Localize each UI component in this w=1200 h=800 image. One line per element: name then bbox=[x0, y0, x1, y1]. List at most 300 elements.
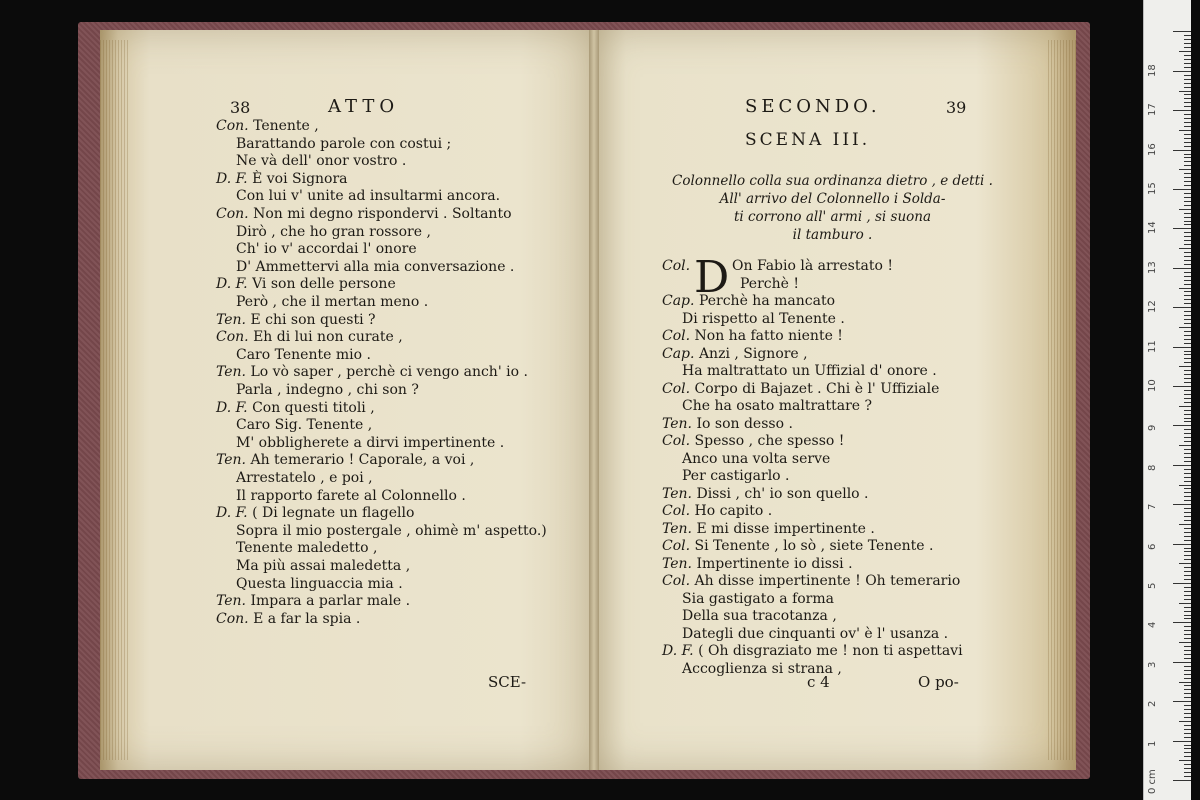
ruler-tick bbox=[1184, 555, 1191, 556]
ruler-tick bbox=[1184, 114, 1191, 115]
text-line bbox=[662, 416, 793, 433]
ruler-label: 3 bbox=[1147, 661, 1158, 668]
ruler-tick bbox=[1184, 138, 1191, 139]
ruler-tick bbox=[1184, 748, 1191, 749]
ruler-tick bbox=[1184, 611, 1191, 612]
speaker-label: Con. bbox=[216, 206, 249, 222]
line-text: Della sua tracotanza , bbox=[682, 608, 837, 624]
text-line bbox=[682, 363, 937, 380]
text-line bbox=[236, 136, 451, 153]
ruler-label: 12 bbox=[1147, 300, 1158, 314]
text-line bbox=[236, 470, 373, 487]
ruler-tick bbox=[1184, 441, 1191, 442]
speaker-label: D. F. bbox=[216, 170, 248, 187]
speaker-label: Col. bbox=[662, 328, 691, 344]
ruler-tick bbox=[1184, 481, 1191, 482]
ruler-tick bbox=[1184, 559, 1191, 560]
text-line bbox=[216, 171, 348, 188]
ruler-tick bbox=[1184, 418, 1191, 419]
speaker-label: Ten. bbox=[662, 415, 693, 432]
ruler-tick bbox=[1184, 102, 1191, 103]
line-text: Con questi titoli , bbox=[252, 399, 375, 416]
ruler-tick bbox=[1179, 130, 1191, 131]
line-text: Sopra il mio postergale , ohimè m' aspetto.) bbox=[236, 522, 547, 539]
ruler-tick bbox=[1184, 87, 1191, 88]
ruler-tick bbox=[1184, 729, 1191, 730]
drop-cap: D bbox=[694, 252, 730, 303]
text-line bbox=[236, 558, 410, 575]
ruler-tick bbox=[1184, 658, 1191, 659]
right-page-number: 39 bbox=[946, 98, 967, 117]
ruler-tick bbox=[1184, 35, 1191, 36]
line-text: Caro Sig. Tenente , bbox=[236, 417, 373, 434]
ruler-tick bbox=[1184, 47, 1191, 48]
ruler-tick bbox=[1184, 343, 1191, 344]
ruler-tick bbox=[1184, 693, 1191, 694]
ruler-tick bbox=[1184, 252, 1191, 253]
text-line bbox=[236, 540, 377, 557]
ruler-tick bbox=[1184, 264, 1191, 265]
ruler-tick bbox=[1184, 193, 1191, 194]
text-line bbox=[662, 556, 853, 573]
ruler-tick bbox=[1173, 268, 1191, 269]
ruler-tick bbox=[1184, 618, 1191, 619]
ruler-tick bbox=[1184, 532, 1191, 533]
text-line bbox=[216, 593, 410, 610]
ruler-tick bbox=[1184, 410, 1191, 411]
ruler-tick bbox=[1184, 126, 1191, 127]
line-text: Dissi , ch' io son quello . bbox=[696, 485, 869, 502]
line-text: Anzi , Signore , bbox=[698, 345, 808, 362]
ruler-tick bbox=[1184, 449, 1191, 450]
line-text: Di rispetto al Tenente . bbox=[682, 310, 845, 327]
ruler-label: 0 cm bbox=[1147, 769, 1158, 794]
ruler-tick bbox=[1184, 536, 1191, 537]
ruler-tick bbox=[1184, 528, 1191, 529]
ruler-tick bbox=[1184, 291, 1191, 292]
speaker-label: Cap. bbox=[662, 293, 695, 309]
line-text: E a far la spia . bbox=[253, 610, 361, 627]
text-line bbox=[682, 468, 790, 485]
text-line bbox=[236, 241, 417, 258]
line-text: Che ha osato maltrattare ? bbox=[682, 398, 873, 414]
text-line bbox=[740, 276, 799, 293]
ruler-label: 4 bbox=[1147, 622, 1158, 629]
line-text: Ma più assai maledetta , bbox=[236, 558, 411, 574]
ruler-tick bbox=[1173, 504, 1191, 505]
ruler-tick bbox=[1184, 370, 1191, 371]
ruler-tick bbox=[1184, 118, 1191, 119]
line-text: ( Di legnate un flagello bbox=[252, 505, 415, 522]
line-text: Corpo di Bajazet . Chi è l' Uffiziale bbox=[694, 380, 940, 397]
ruler-tick bbox=[1184, 595, 1191, 596]
ruler-tick bbox=[1179, 406, 1191, 407]
line-text: Lo vò saper , perchè ci vengo anch' io . bbox=[250, 364, 528, 381]
speaker-label: Col. bbox=[662, 380, 691, 397]
line-text: On Fabio là arrestato ! bbox=[732, 258, 893, 274]
ruler-tick bbox=[1173, 741, 1191, 742]
line-text: Ne và dell' onor vostro . bbox=[236, 153, 407, 170]
line-text: Impertinente io dissi . bbox=[696, 555, 853, 572]
ruler-tick bbox=[1173, 386, 1191, 387]
ruler-tick bbox=[1173, 31, 1191, 32]
line-text: ( Oh disgraziato me ! non ti aspettavi bbox=[698, 643, 963, 659]
ruler-tick bbox=[1184, 508, 1191, 509]
ruler-tick bbox=[1184, 154, 1191, 155]
ruler-tick bbox=[1184, 280, 1191, 281]
ruler-tick bbox=[1184, 276, 1191, 277]
line-text: Questa linguaccia mia . bbox=[236, 575, 403, 592]
ruler-tick bbox=[1184, 315, 1191, 316]
line-text: Non ha fatto niente ! bbox=[694, 328, 843, 344]
ruler-tick bbox=[1184, 185, 1191, 186]
ruler-tick bbox=[1184, 146, 1191, 147]
text-line bbox=[216, 505, 414, 522]
line-text: Ha maltrattato un Uffizial d' onore . bbox=[682, 363, 937, 379]
line-text: Ah disse impertinente ! Oh temerario bbox=[694, 573, 961, 589]
ruler-tick bbox=[1184, 492, 1191, 493]
left-running-head: ATTO bbox=[328, 96, 400, 117]
ruler-label: 6 bbox=[1147, 543, 1158, 550]
speaker-label: D. F. bbox=[216, 399, 248, 416]
line-text: Caro Tenente mio . bbox=[236, 346, 371, 363]
ruler-tick bbox=[1184, 394, 1191, 395]
ruler-tick bbox=[1179, 760, 1191, 761]
ruler-tick bbox=[1184, 638, 1191, 639]
speaker-label: Col. bbox=[662, 573, 691, 589]
ruler-tick bbox=[1184, 678, 1191, 679]
line-text: Eh di lui non curate , bbox=[253, 329, 403, 346]
ruler-tick bbox=[1179, 248, 1191, 249]
ruler-label: 15 bbox=[1147, 182, 1158, 195]
ruler-tick bbox=[1173, 701, 1191, 702]
ruler-tick bbox=[1184, 217, 1191, 218]
speaker-label: Con. bbox=[216, 118, 249, 134]
ruler-tick bbox=[1184, 520, 1191, 521]
ruler-tick bbox=[1184, 626, 1191, 627]
ruler-label: 11 bbox=[1147, 339, 1158, 353]
line-text: Dategli due cinquanti ov' è l' usanza . bbox=[682, 625, 949, 642]
ruler-tick bbox=[1184, 654, 1191, 655]
line-text: Impara a parlar male . bbox=[250, 593, 411, 610]
ruler-tick bbox=[1184, 272, 1191, 273]
ruler-tick bbox=[1179, 721, 1191, 722]
text-line bbox=[236, 347, 371, 364]
ruler-tick bbox=[1184, 98, 1191, 99]
ruler-tick bbox=[1184, 177, 1191, 178]
ruler-tick bbox=[1173, 347, 1191, 348]
text-line bbox=[216, 206, 512, 223]
ruler-tick bbox=[1184, 457, 1191, 458]
ruler-tick bbox=[1179, 642, 1191, 643]
ruler-tick bbox=[1184, 351, 1191, 352]
ruler-label: 9 bbox=[1147, 425, 1158, 432]
ruler-tick bbox=[1173, 622, 1191, 623]
line-text: Ho capito . bbox=[694, 503, 773, 519]
ruler-tick bbox=[1184, 421, 1191, 422]
text-line bbox=[216, 276, 396, 293]
ruler-tick bbox=[1184, 161, 1191, 162]
ruler-tick bbox=[1184, 94, 1191, 95]
ruler-tick bbox=[1184, 354, 1191, 355]
ruler-tick bbox=[1184, 713, 1191, 714]
text-line bbox=[216, 329, 403, 346]
text-line bbox=[236, 382, 419, 399]
line-text: Arrestatelo , e poi , bbox=[236, 470, 373, 486]
ruler-tick bbox=[1184, 764, 1191, 765]
ruler-tick bbox=[1184, 67, 1191, 68]
ruler-tick bbox=[1184, 733, 1191, 734]
stage-line: il tamburo . bbox=[792, 227, 873, 243]
line-text: Per castigarlo . bbox=[682, 468, 790, 484]
ruler-tick bbox=[1184, 213, 1191, 214]
ruler-tick bbox=[1184, 548, 1191, 549]
line-text: Spesso , che spesso ! bbox=[694, 433, 845, 449]
ruler-tick bbox=[1184, 516, 1191, 517]
ruler-tick bbox=[1184, 173, 1191, 174]
ruler-tick bbox=[1184, 615, 1191, 616]
ruler-tick bbox=[1184, 256, 1191, 257]
ruler-tick bbox=[1179, 327, 1191, 328]
speaker-label: Con. bbox=[216, 610, 249, 627]
ruler-tick bbox=[1184, 284, 1191, 285]
text-line bbox=[662, 258, 893, 275]
ruler-tick bbox=[1184, 244, 1191, 245]
ruler-tick bbox=[1184, 437, 1191, 438]
text-line bbox=[236, 188, 500, 205]
line-text: Parla , indegno , chi son ? bbox=[236, 382, 419, 398]
ruler-tick bbox=[1173, 110, 1191, 111]
ruler-tick bbox=[1184, 402, 1191, 403]
ruler-tick bbox=[1184, 197, 1191, 198]
ruler-tick bbox=[1184, 488, 1191, 489]
ruler-tick bbox=[1184, 260, 1191, 261]
ruler-tick bbox=[1179, 563, 1191, 564]
right-catchword: O po- bbox=[918, 673, 959, 691]
line-text: Accoglienza si strana , bbox=[682, 660, 842, 677]
ruler-label: 5 bbox=[1147, 582, 1158, 589]
text-line bbox=[662, 486, 869, 503]
ruler-label: 14 bbox=[1147, 221, 1158, 235]
text-line bbox=[662, 346, 808, 363]
text-line bbox=[662, 293, 835, 310]
ruler-tick bbox=[1184, 599, 1191, 600]
ruler-tick bbox=[1179, 366, 1191, 367]
line-text: Con lui v' unite ad insultarmi ancora. bbox=[236, 188, 501, 205]
speaker-label: D. F. bbox=[216, 276, 248, 293]
text-line bbox=[662, 538, 933, 555]
speaker-label: Ten. bbox=[216, 593, 247, 610]
ruler-tick bbox=[1184, 319, 1191, 320]
ruler-tick bbox=[1184, 461, 1191, 462]
ruler-tick bbox=[1184, 551, 1191, 552]
text-line bbox=[216, 400, 375, 417]
ruler-tick bbox=[1184, 768, 1191, 769]
ruler-tick bbox=[1184, 382, 1191, 383]
ruler-tick bbox=[1184, 772, 1191, 773]
line-text: Barattando parole con costui ; bbox=[236, 135, 452, 152]
ruler-tick bbox=[1184, 650, 1191, 651]
ruler-tick bbox=[1184, 500, 1191, 501]
ruler-tick bbox=[1184, 670, 1191, 671]
text-line bbox=[682, 591, 834, 608]
ruler-tick bbox=[1179, 209, 1191, 210]
book-gutter bbox=[589, 30, 599, 770]
ruler-tick bbox=[1179, 91, 1191, 92]
ruler-tick bbox=[1184, 398, 1191, 399]
speaker-label: Col. bbox=[662, 258, 691, 274]
speaker-label: Col. bbox=[662, 503, 691, 519]
right-running-head: SECONDO. bbox=[745, 96, 881, 117]
speaker-label: Ten. bbox=[216, 452, 247, 469]
stage-line: All' arrivo del Colonnello i Solda- bbox=[719, 191, 946, 207]
ruler-tick bbox=[1184, 83, 1191, 84]
ruler-tick bbox=[1184, 232, 1191, 233]
ruler-tick bbox=[1179, 169, 1191, 170]
text-line bbox=[682, 451, 830, 468]
ruler-tick bbox=[1184, 303, 1191, 304]
ruler-tick bbox=[1184, 469, 1191, 470]
ruler-tick bbox=[1173, 583, 1191, 584]
ruler-tick bbox=[1184, 705, 1191, 706]
line-text: Vi son delle persone bbox=[252, 276, 396, 293]
text-line bbox=[216, 611, 360, 628]
ruler-tick bbox=[1184, 331, 1191, 332]
stage-line: Colonnello colla sua ordinanza dietro , e detti . bbox=[672, 173, 993, 189]
speaker-label: Con. bbox=[216, 329, 249, 346]
ruler-tick bbox=[1184, 674, 1191, 675]
stage-line: ti corrono all' armi , si suona bbox=[733, 209, 932, 225]
speaker-label: D. F. bbox=[216, 505, 248, 522]
ruler-tick bbox=[1173, 307, 1191, 308]
ruler-tick bbox=[1184, 666, 1191, 667]
ruler-tick bbox=[1184, 737, 1191, 738]
ruler-tick bbox=[1184, 299, 1191, 300]
line-text: Non mi degno rispondervi . Soltanto bbox=[253, 206, 512, 222]
ruler-tick bbox=[1184, 756, 1191, 757]
ruler-tick bbox=[1184, 240, 1191, 241]
text-line bbox=[236, 417, 372, 434]
ruler-tick bbox=[1184, 79, 1191, 80]
line-text: Però , che il mertan meno . bbox=[236, 294, 429, 310]
speaker-label: Col. bbox=[662, 433, 691, 449]
ruler-tick bbox=[1184, 221, 1191, 222]
text-line bbox=[662, 643, 963, 660]
ruler-tick bbox=[1184, 745, 1191, 746]
ruler-tick bbox=[1173, 662, 1191, 663]
speaker-label: Ten. bbox=[216, 311, 247, 328]
text-line bbox=[236, 488, 466, 505]
ruler-tick bbox=[1173, 780, 1191, 781]
right-page-edge bbox=[1048, 40, 1076, 760]
line-text: Sia gastigato a forma bbox=[682, 590, 834, 607]
ruler-tick bbox=[1184, 567, 1191, 568]
ruler-tick bbox=[1173, 425, 1191, 426]
text-line bbox=[236, 259, 514, 276]
ruler-tick bbox=[1173, 465, 1191, 466]
ruler-tick bbox=[1184, 157, 1191, 158]
text-line bbox=[216, 364, 528, 381]
ruler-label: 7 bbox=[1147, 503, 1158, 511]
ruler-tick bbox=[1184, 39, 1191, 40]
line-text: Dirò , che ho gran rossore , bbox=[236, 223, 431, 240]
line-text: Si Tenente , lo sò , siete Tenente . bbox=[694, 538, 934, 554]
ruler-tick bbox=[1184, 295, 1191, 296]
text-line bbox=[662, 433, 844, 450]
ruler-tick bbox=[1184, 709, 1191, 710]
ruler-label: 1 bbox=[1147, 740, 1158, 747]
text-line bbox=[216, 312, 376, 329]
measuring-ruler bbox=[1143, 0, 1191, 800]
ruler-tick bbox=[1179, 288, 1191, 289]
text-line bbox=[216, 452, 474, 469]
left-catchword: SCE- bbox=[488, 673, 527, 691]
ruler-label: 10 bbox=[1147, 379, 1158, 392]
text-line bbox=[662, 503, 772, 520]
ruler-tick bbox=[1184, 512, 1191, 513]
text-line bbox=[662, 381, 939, 398]
ruler-tick bbox=[1184, 646, 1191, 647]
text-line bbox=[236, 153, 406, 170]
ruler-tick bbox=[1184, 634, 1191, 635]
ruler-tick bbox=[1184, 339, 1191, 340]
line-text: Il rapporto farete al Colonnello . bbox=[236, 487, 466, 504]
ruler-tick bbox=[1184, 323, 1191, 324]
left-page-number: 38 bbox=[230, 98, 251, 117]
line-text: Perchè ha mancato bbox=[698, 293, 835, 309]
ruler-tick bbox=[1184, 473, 1191, 474]
speaker-label: Ten. bbox=[662, 485, 693, 502]
ruler-tick bbox=[1184, 414, 1191, 415]
speaker-label: Cap. bbox=[662, 345, 695, 362]
ruler-tick bbox=[1173, 189, 1191, 190]
line-text: Perchè ! bbox=[740, 275, 799, 292]
signature-mark: c 4 bbox=[807, 673, 830, 691]
line-text: Ah temerario ! Caporale, a voi , bbox=[250, 452, 475, 469]
ruler-tick bbox=[1184, 433, 1191, 434]
ruler-tick bbox=[1184, 362, 1191, 363]
ruler-tick bbox=[1184, 752, 1191, 753]
ruler-tick bbox=[1179, 524, 1191, 525]
ruler-tick bbox=[1184, 201, 1191, 202]
ruler-tick bbox=[1184, 59, 1191, 60]
ruler-label: 16 bbox=[1147, 142, 1158, 156]
ruler-tick bbox=[1184, 311, 1191, 312]
speaker-label: Ten. bbox=[662, 520, 693, 537]
ruler-tick bbox=[1184, 429, 1191, 430]
text-line bbox=[236, 576, 403, 593]
ruler-tick bbox=[1184, 358, 1191, 359]
line-text: Io son desso . bbox=[696, 415, 793, 432]
ruler-tick bbox=[1184, 697, 1191, 698]
ruler-tick bbox=[1184, 181, 1191, 182]
ruler-tick bbox=[1184, 540, 1191, 541]
ruler-tick bbox=[1179, 682, 1191, 683]
ruler-tick bbox=[1184, 224, 1191, 225]
ruler-tick bbox=[1184, 378, 1191, 379]
ruler-tick bbox=[1184, 236, 1191, 237]
ruler-tick bbox=[1184, 689, 1191, 690]
ruler-tick bbox=[1184, 205, 1191, 206]
line-text: Tenente maledetto , bbox=[236, 540, 378, 557]
ruler-tick bbox=[1184, 685, 1191, 686]
ruler-tick bbox=[1184, 335, 1191, 336]
scene-title: SCENA III. bbox=[745, 130, 871, 150]
text-line bbox=[682, 311, 845, 328]
text-line bbox=[662, 521, 875, 538]
ruler-tick bbox=[1184, 607, 1191, 608]
ruler-tick bbox=[1179, 485, 1191, 486]
